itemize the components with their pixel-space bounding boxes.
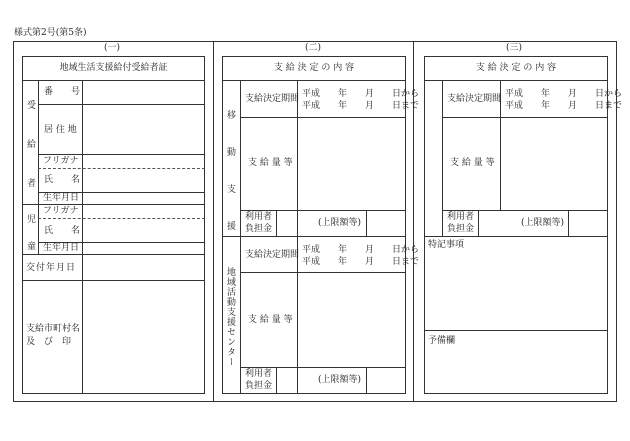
burden-line1-3: 利用者 xyxy=(447,212,475,222)
panel-label-2: (二) xyxy=(305,43,322,53)
reserve-label: 予備欄 xyxy=(428,336,456,346)
name-label: 氏 名 xyxy=(44,175,81,185)
amount-label-3: 支 給 量 等 xyxy=(450,158,495,168)
decision-header: 支 給 決 定 の 内 容 xyxy=(273,63,355,73)
remarks-label: 特記事項 xyxy=(428,240,465,250)
period-from-3: 平成 年 月 日から xyxy=(505,89,623,99)
birth-label: 生年月日 xyxy=(43,193,80,203)
child-birth-label: 生年月日 xyxy=(43,243,80,253)
and-seal-label: 及 び 印 xyxy=(26,337,72,347)
limit-label-3: (上限額等) xyxy=(521,218,565,228)
burden-line2-2: 負担金 xyxy=(245,381,273,391)
burden-line2-3: 負担金 xyxy=(447,224,475,234)
recipient-label: 受 給 者 xyxy=(25,100,35,197)
child-label: 児 童 xyxy=(25,214,35,254)
card-title: 地域生活支援給付受給者証 xyxy=(59,63,168,73)
burden-line1-1: 利用者 xyxy=(245,212,273,222)
panel-divider-1 xyxy=(213,41,214,402)
burden-line1-2: 利用者 xyxy=(245,369,273,379)
period-to-1: 平成 年 月 日まで xyxy=(302,101,420,111)
issue-date-label: 交付年月日 xyxy=(26,263,77,273)
period-from-1: 平成 年 月 日から xyxy=(302,89,420,99)
limit-label-2: (上限額等) xyxy=(318,375,362,385)
amount-label-1: 支 給 量 等 xyxy=(248,158,293,168)
form-number: 様式第2号(第5条) xyxy=(14,28,87,38)
address-label: 居 住 地 xyxy=(44,125,77,135)
municipality-label: 支給市町村名 xyxy=(26,324,81,334)
panel-label-3: (三) xyxy=(506,43,523,53)
period-to-2: 平成 年 月 日まで xyxy=(302,257,420,267)
decision-header-3: 支 給 決 定 の 内 容 xyxy=(475,63,557,73)
burden-line2-1: 負担金 xyxy=(245,224,273,234)
period-to-3: 平成 年 月 日まで xyxy=(505,101,623,111)
period-label-3: 支給決定期間 xyxy=(447,94,502,104)
amount-label-2: 支 給 量 等 xyxy=(248,315,293,325)
mobility-label: 移 動 支 援 xyxy=(225,110,235,239)
period-label-2: 支給決定期間 xyxy=(245,250,300,260)
child-furigana-label: フリガナ xyxy=(43,206,79,216)
number-label: 番 号 xyxy=(44,87,81,97)
child-name-label: 氏 名 xyxy=(44,226,81,236)
period-from-2: 平成 年 月 日から xyxy=(302,245,420,255)
period-label-1: 支給決定期間 xyxy=(245,94,300,104)
center-label: 地域活動支援センター xyxy=(225,267,235,367)
limit-label-1: (上限額等) xyxy=(318,218,362,228)
panel-label-1: (一) xyxy=(104,43,121,53)
furigana-label: フリガナ xyxy=(43,156,79,166)
